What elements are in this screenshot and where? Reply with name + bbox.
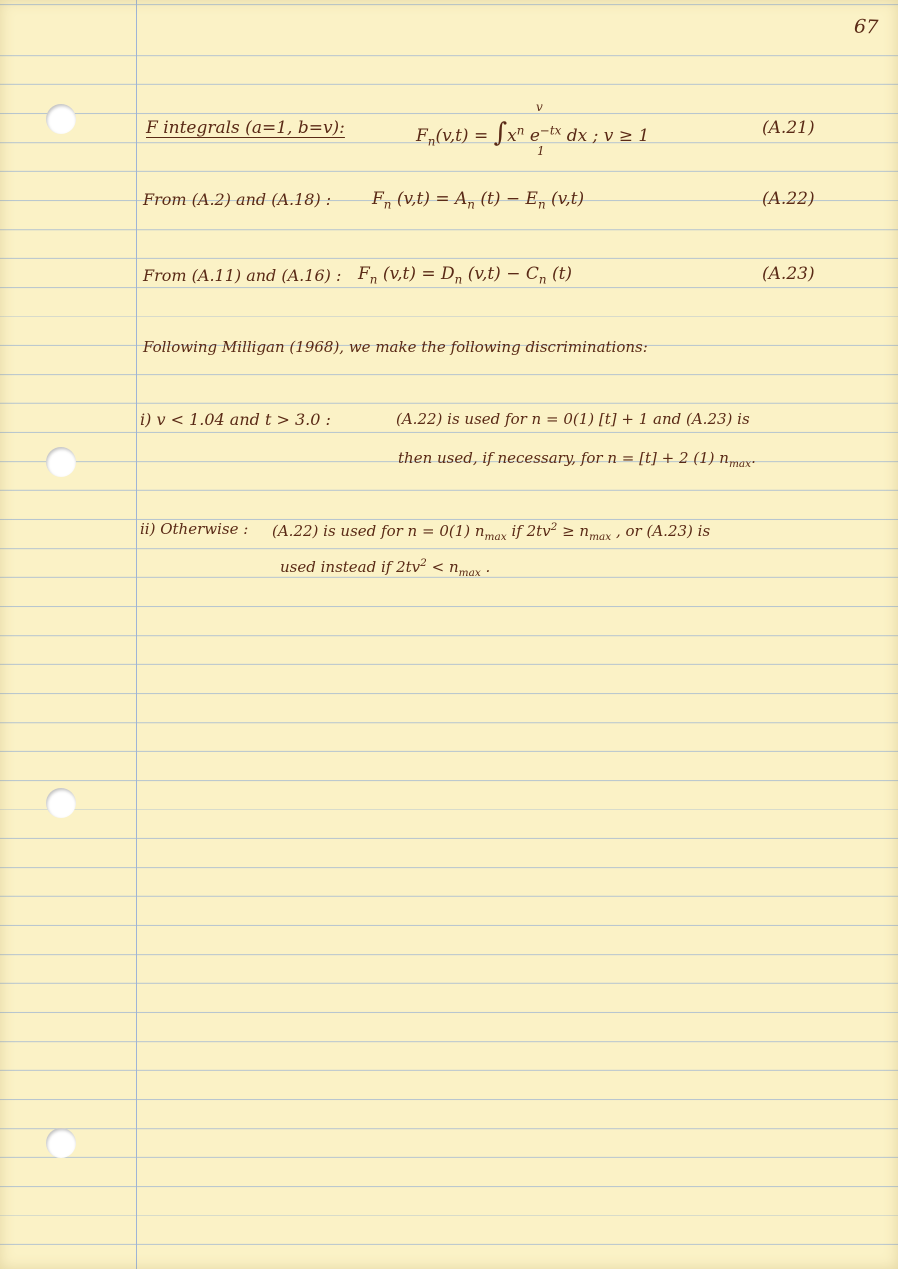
margin-rule	[136, 0, 137, 1269]
equation-a23-prefix: From (A.11) and (A.16) :	[143, 266, 342, 285]
heading-f-integrals	[146, 120, 345, 137]
equation-label-a23: (A.23)	[762, 264, 815, 284]
integral-lower-limit: 1	[537, 144, 545, 158]
integral-sign: ∫	[493, 118, 508, 148]
equation-label-a21: (A.21)	[762, 118, 815, 138]
case-2-condition: ii) Otherwise :	[140, 520, 249, 538]
case-1-condition: i) v < 1.04 and t > 3.0 :	[140, 410, 331, 429]
case-1-line-1: (A.22) is used for n = 0(1) [t] + 1 and (A.23) is	[396, 410, 750, 428]
equation-a22: $F_n$ $(v,t) = A_n$ $(t) - E_n$ (v,t)	[372, 189, 585, 212]
equation-a21: $F_n(v,t) = \int x^n$ $e^{-tx}$ dx ; v ≥ 1	[416, 118, 650, 149]
case-2-line-1: (A.22) is used for n = 0(1) $n_{max}$ if $2tv^2 \ge n_{max}$ , or (A.23) is	[272, 521, 711, 543]
punch-hole	[46, 447, 76, 477]
equation-a23: $F_n$ $(v,t) = D_n$ $(v,t) - C_n$ (t)	[358, 264, 573, 287]
punch-hole	[46, 1128, 76, 1158]
heading-text: F integrals (a=1, b=v):	[146, 118, 345, 138]
equation-a22-prefix: From (A.2) and (A.18) :	[143, 190, 332, 209]
following-line: Following Milligan (1968), we make the following discriminations:	[143, 338, 648, 356]
case-2-line-2: used instead if $2tv^2 < n_{max}$ .	[280, 557, 491, 579]
punch-hole	[46, 788, 76, 818]
equation-label-a22: (A.22)	[762, 189, 815, 209]
integral-upper-limit: v	[536, 100, 543, 114]
page-number: 67	[853, 15, 879, 39]
case-1-line-2: then used, if necessary, for n = [t] + 2 (1) $n_{max}$.	[398, 449, 756, 470]
punch-hole	[46, 104, 76, 134]
